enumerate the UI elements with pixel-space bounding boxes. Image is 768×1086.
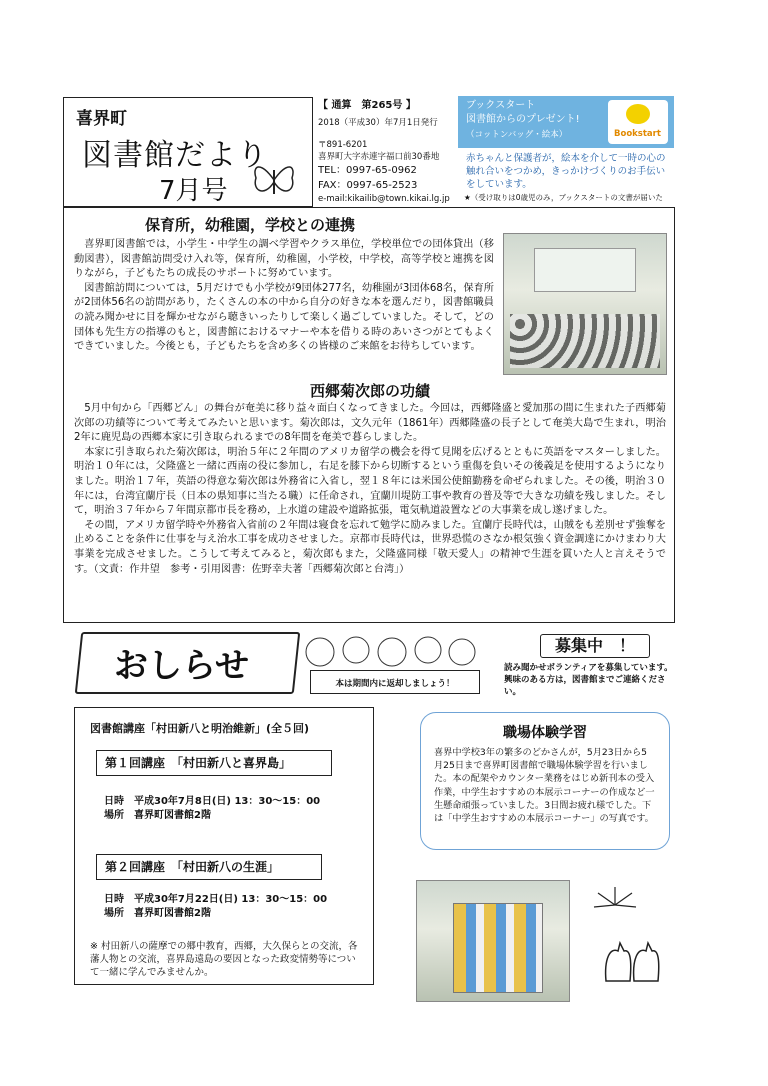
lecture2-title-box bbox=[96, 854, 322, 880]
article1-p2: 図書館訪問については，5月だけでも小学校が9団体277名，幼稚園が3団体68名，保育所が2団体56名の訪問があり，たくさんの本の中から自分の好きな本を選んだり，図書館職員の読み聞かせに目を輝かせながら聴きいったりして楽しく過ごしていました。そして，どの団体も先生方の指導のもと，図書館におけるマナーや本を借りる時のあいさつがとてもよくできていました。今後とも，子どもたちを含め多くの皆様のご来館をお待ちしています。 bbox=[74, 282, 494, 353]
masthead-title: 図書館だより bbox=[82, 138, 268, 173]
bookstart-banner bbox=[458, 96, 674, 148]
sparkle-icon bbox=[590, 885, 640, 925]
flower-icon bbox=[300, 632, 480, 674]
article2-p3: その間，アメリカ留学時や外務省入省前の２年間は寝食を忘れて勉学に励みました。宜蘭庁長時代は，山賊をも差別せず強奪を止めることを条件に仕事を与え治水工事を成功させました。京都市長時代は，世界恐慌のさなか根気強く資金調達にかけまわり大事業を完成させました。こうして考えてみると，菊次郎もまた，父隆盛同様「敬天愛人」の精神で生涯を貫いた人と言えそうです。（文責：作井望 参考・引用図書：佐野幸夫著「西郷菊次郎と台湾」） bbox=[74, 519, 666, 575]
telephone: TEL：0997-65-0962 bbox=[318, 165, 417, 176]
oshirase-title: おしらせ bbox=[114, 646, 250, 686]
return-ribbon bbox=[310, 670, 480, 694]
bookstart-logo-art bbox=[626, 104, 650, 124]
butterfly-icon bbox=[250, 158, 298, 202]
lecture1-place: 場所 喜界町図書館2階 bbox=[104, 810, 211, 821]
lecture1-title-box bbox=[96, 750, 332, 776]
masthead bbox=[63, 97, 313, 207]
reading-session-photo bbox=[503, 233, 667, 375]
masthead-month: 7月号 bbox=[159, 176, 228, 206]
issue-number: 【 通算 第265号 】 bbox=[318, 100, 416, 111]
article1-title: 保育所，幼稚園，学校との連携 bbox=[144, 216, 355, 234]
lecture1-title: 第１回講座 「村田新八と喜界島」 bbox=[105, 756, 292, 770]
lecture-note: ※ 村田新八の薩摩での郷中教育，西郷，大久保らとの交流，各藩人物との交流，喜界島遠島の要因となった政変情勢等について一緒に学んでみませんか。 bbox=[90, 941, 358, 978]
bookstart-note: ★（受け取りは0歳児のみ，ブックスタートの文書が届いた bbox=[464, 193, 663, 202]
recruit-title: 募集中 ！ bbox=[554, 636, 635, 655]
article1-p1: 喜界町図書館では，小学生・中学生の調べ学習やクラス単位，学校単位での団体貸出（移動図書），図書館訪問受け入れ等，保育所，幼稚園，小学校，中学校，高等学校と連携を図りながら，子どもたちの成長のサポートに努めています。 bbox=[74, 239, 494, 280]
article2-body bbox=[74, 402, 666, 577]
workexp-text: 喜界中学校3年の繁多のどかさんが，5月23日から5月25日まで喜界町図書館で職場体験学習を行いました。本の配架やカウンター業務をはじめ新刊本の受入作業，中学生おすすめの本展示コーナーの作成など一生懸命頑張っていました。3日間お疲れ様でした。下は「中学生おすすめの本展示コーナー」の写真です。 bbox=[434, 747, 655, 825]
return-ribbon-text: 本は期間内に返却しましょう！ bbox=[335, 679, 455, 689]
email: e-mail:kikailib@town.kikai.lg.jp bbox=[318, 194, 450, 204]
oshirase-banner bbox=[75, 632, 301, 694]
recruit-tag bbox=[540, 634, 650, 658]
article2-p2: 本家に引き取られた菊次郎は，明治５年に２年間のアメリカ留学の機会を得て見聞を広げるとともに英語をマスターしました。明治１０年には，父隆盛と一緒に西南の役に参加し，右足を膝下から切断するという重傷を負いその後義足を使用するようになりました。明治１７年，英語の得意な菊次郎は外務省に入省し，翌１８年には米国公使館勤務を命ぜられました。その後，明治３０年には，台湾宜蘭庁長（日本の県知事に当たる職）に任命され，宜蘭川堤防工事や教育の普及等で大きな功績を残しました。そして，明治３７年から７年間京都市長を務め，上水道の建設や道路拡張，電気軌道設置などの大事業を成し遂げました。 bbox=[74, 446, 666, 517]
postal-code: 〒891-6201 bbox=[318, 140, 368, 150]
photo-children bbox=[510, 314, 660, 368]
issue-date: 2018（平成30）年7月1日発行 bbox=[318, 118, 438, 128]
cats-icon bbox=[600, 935, 664, 985]
fax: FAX：0997-65-2523 bbox=[318, 180, 418, 191]
lecture2-title: 第２回講座 「村田新八の生涯」 bbox=[105, 860, 280, 874]
masthead-info bbox=[318, 98, 463, 205]
workexp-title: 職場体験学習 bbox=[503, 725, 587, 741]
flowers-illustration bbox=[300, 632, 480, 674]
lecture2-date: 日時 平成30年7月22日(日) 13：30～15：00 bbox=[104, 894, 328, 905]
recruit-box bbox=[500, 634, 678, 702]
bookstart-logo bbox=[608, 100, 668, 144]
bookstart-line1: ブックスタート bbox=[466, 100, 536, 111]
bookstart-badge: Bookstart bbox=[614, 129, 661, 139]
article2-title: 西郷菊次郎の功績 bbox=[309, 382, 430, 400]
photo-shelf bbox=[453, 903, 543, 993]
recruit-text: 読み聞かせボランティアを募集しています。興味のある方は，図書館までご連絡ください。 bbox=[504, 663, 673, 697]
address: 喜界町大字赤連字福口前30番地 bbox=[318, 152, 440, 162]
article1-body bbox=[74, 238, 494, 355]
display-corner-photo bbox=[416, 880, 570, 1002]
bookstart-line3: （コットンバッグ・絵本） bbox=[466, 130, 568, 140]
masthead-town: 喜界町 bbox=[76, 109, 127, 129]
bookstart-desc: 赤ちゃんと保護者が，絵本を介して一時の心の触れ合いをつかめ，きっかけづくりのお手伝いをしています。 bbox=[466, 153, 666, 190]
article2-p1: 5月中旬から「西郷どん」の舞台が奄美に移り益々面白くなってきました。今回は，西郷隆盛と愛加那の間に生まれた子西郷菊次郎の功績等について考えてみたいと思います。菊次郎は，文久元年（1861年）西郷隆盛の長子として奄美大島で生まれ，明治2年に鹿児島の西郷本家に引き取られるまでの8年間を奄美で暮らしました。 bbox=[74, 403, 666, 444]
bookstart-line2: 図書館からのプレゼント! bbox=[466, 114, 580, 125]
lecture-heading: 図書館講座「村田新八と明治維新」(全５回) bbox=[90, 722, 310, 735]
lecture2-place: 場所 喜界町図書館2階 bbox=[104, 908, 211, 919]
lecture1-date: 日時 平成30年7月8日(日) 13：30～15：00 bbox=[104, 796, 321, 807]
photo-windows bbox=[534, 248, 636, 292]
